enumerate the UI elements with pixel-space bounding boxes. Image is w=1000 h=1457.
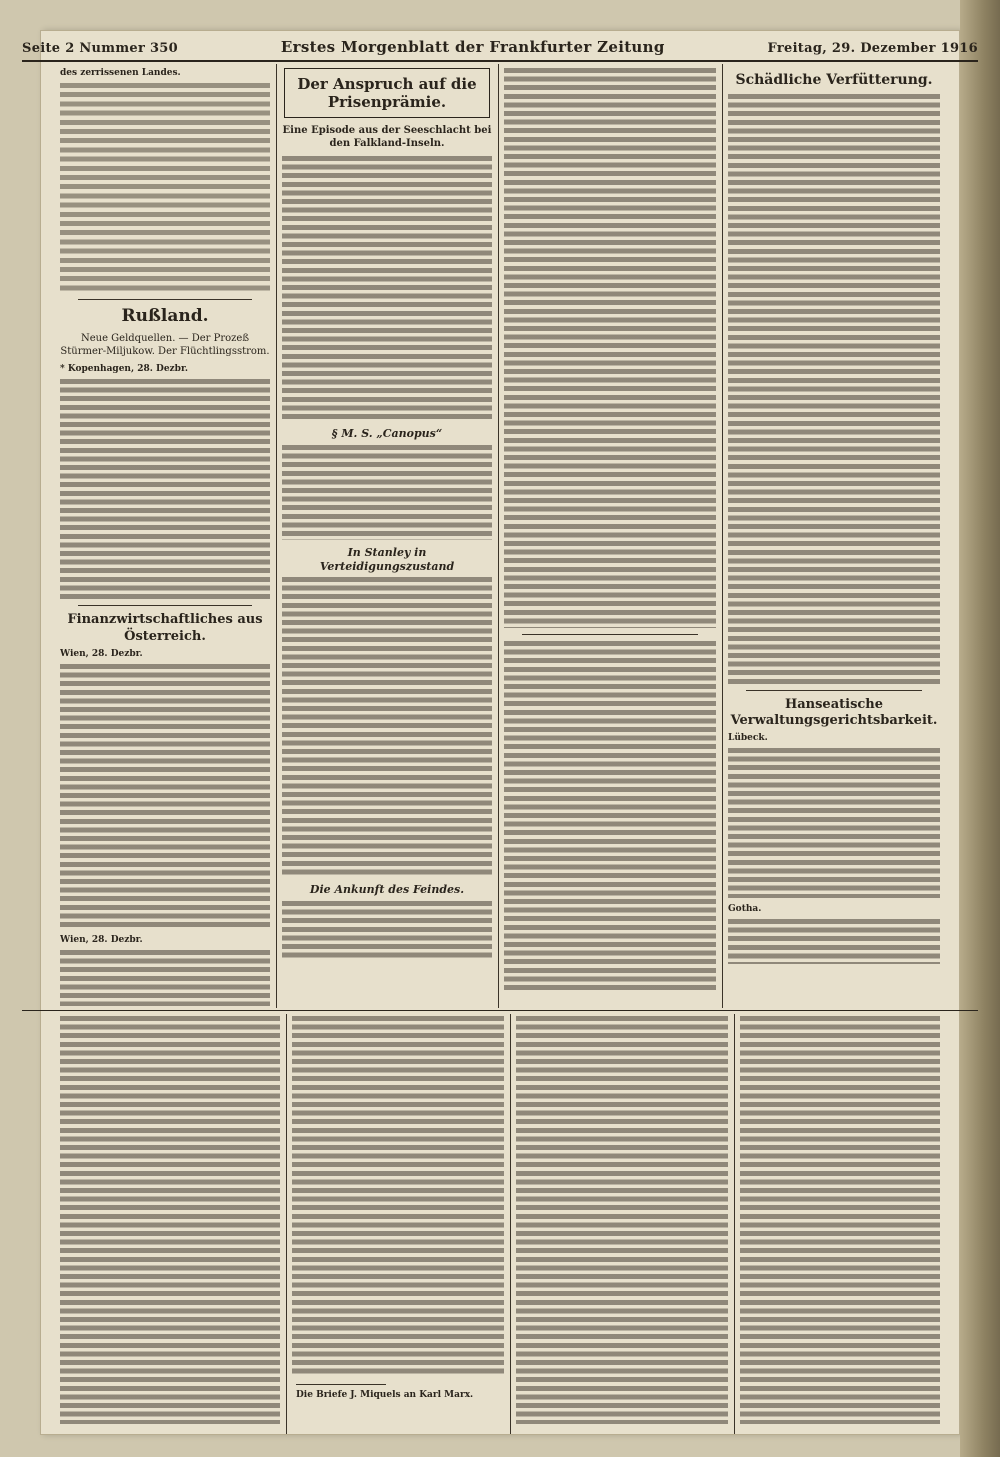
column-3	[504, 66, 716, 1006]
lead-fragment: des zerrissenen Landes.	[60, 68, 181, 78]
section-separator	[78, 605, 252, 606]
article-text-illegible	[60, 83, 270, 293]
footnote-rule	[296, 1384, 386, 1385]
article-text-illegible	[504, 641, 716, 991]
footnote: Die Briefe J. Miquels an Karl Marx.	[296, 1390, 474, 1400]
article-text-illegible	[728, 919, 940, 964]
article-text-illegible	[740, 1016, 940, 1424]
article-text-illegible	[60, 1016, 280, 1424]
article-text-illegible	[282, 445, 492, 540]
feuilleton-column-4	[740, 1016, 940, 1428]
kopenhagen-dateline: * Kopenhagen, 28. Dezbr.	[60, 364, 189, 375]
book-binding	[960, 0, 1000, 1457]
masthead-rule	[22, 60, 978, 62]
masthead-date: Freitag, 29. Dezember 1916	[767, 41, 978, 56]
article-text-illegible	[282, 156, 492, 421]
luebeck-dateline: Lübeck.	[728, 733, 768, 743]
wien-dateline-2: Wien, 28. Dezbr.	[60, 934, 143, 945]
feuilleton-column-3	[516, 1016, 728, 1428]
oesterreich-heading: Finanzwirtschaftliches aus Österreich.	[67, 612, 263, 644]
section-separator	[78, 299, 252, 300]
column-2	[282, 66, 492, 1006]
article-text-illegible	[282, 577, 492, 877]
article-text-illegible	[60, 379, 270, 599]
article-text-illegible	[60, 664, 270, 929]
feuilleton-column-2	[292, 1016, 504, 1428]
column-divider	[498, 64, 499, 1008]
column-divider	[734, 1014, 735, 1434]
russland-subheading: Neue Geldquellen. — Der Prozeß Stürmer-Miljukow. Der Flüchtlingsstrom.	[60, 333, 270, 358]
column-divider	[276, 64, 277, 1008]
column-1	[60, 66, 270, 1006]
masthead-newspaper-title: Erstes Morgenblatt der Frankfurter Zeitung	[280, 38, 665, 56]
article-text-illegible	[292, 1016, 504, 1376]
prisenpraemie-heading: Der Anspruch auf die Prisenprämie.	[297, 75, 477, 111]
article-text-illegible	[728, 94, 940, 684]
column-divider	[722, 64, 723, 1008]
prisenpraemie-title-box	[284, 68, 490, 118]
stanley-subheading: In Stanley in Verteidigungszustand	[319, 545, 455, 573]
article-text-illegible	[282, 901, 492, 961]
article-text-illegible	[516, 1016, 728, 1424]
article-text-illegible	[728, 748, 940, 898]
article-text-illegible	[60, 950, 270, 1006]
section-separator	[746, 690, 922, 691]
section-separator	[522, 634, 698, 635]
article-text-illegible	[504, 68, 716, 628]
masthead-page-number: Seite 2 Nummer 350	[22, 41, 178, 56]
gotha-dateline: Gotha.	[728, 904, 762, 914]
feind-subheading: Die Ankunft des Feindes.	[309, 883, 465, 897]
prisenpraemie-subheading: Eine Episode aus der Seeschlacht bei den Falkland-Inseln.	[282, 125, 492, 149]
canopus-subheading: § M. S. „Canopus“	[331, 427, 443, 440]
hanseatisch-heading: Hanseatische Verwaltungsgerichtsbarkeit.	[730, 696, 938, 728]
verfuetterung-heading: Schädliche Verfütterung.	[735, 72, 933, 88]
column-divider	[286, 1014, 287, 1434]
section-heading-russland: Rußland.	[121, 306, 209, 326]
masthead	[22, 32, 978, 56]
feuilleton-column-1	[60, 1016, 280, 1428]
wien-dateline: Wien, 28. Dezbr.	[60, 648, 143, 659]
column-divider	[510, 1014, 511, 1434]
column-4	[728, 66, 940, 1006]
feuilleton-rule	[22, 1010, 978, 1011]
